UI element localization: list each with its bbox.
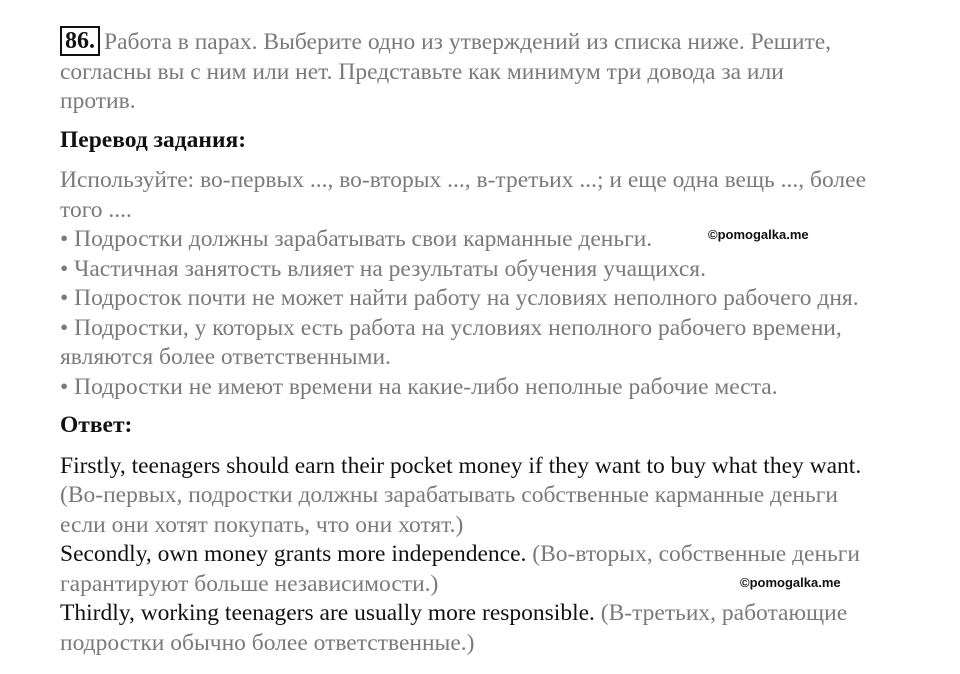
answer-russian-line: подростки обычно более ответственные.) — [60, 629, 475, 656]
translation-line: Используйте: во-первых ..., во-вторых ..., в-третьих ...; и еще одна вещь ..., более — [60, 167, 867, 193]
watermark-text: ©pomogalka.me — [708, 227, 809, 242]
translation-heading: Перевод задания: — [60, 126, 247, 153]
task-text-line: Работа в парах. Выберите одно из утверждений из списка ниже. Решите, — [104, 29, 832, 55]
answer-english-text: Thirdly, working teenagers are usually more responsible. — [60, 600, 595, 626]
translation-block — [60, 166, 950, 402]
document-page — [60, 26, 950, 658]
translation-bullet: • Подростки должны зарабатывать свои карманные деньги. — [60, 226, 653, 252]
answer-block — [60, 452, 950, 659]
task-block — [60, 26, 950, 117]
answer-line-3 — [60, 599, 950, 629]
answer-russian-line: (Во-первых, подростки должны зарабатывать собственные карманные деньги — [60, 482, 838, 508]
answer-russian-text: (В-третьих, работающие — [594, 600, 848, 626]
answer-heading: Ответ: — [60, 412, 133, 438]
task-line-1 — [60, 26, 950, 58]
watermark-text: ©pomogalka.me — [740, 575, 841, 590]
translation-bullet: • Частичная занятость влияет на результаты обучения учащихся. — [60, 255, 706, 282]
answer-russian-line: если они хотят покупать, что они хотят.) — [60, 511, 464, 538]
task-text-line: против. — [60, 88, 136, 114]
answer-english-line: Firstly, teenagers should earn their pocket money if they want to buy what they want. — [60, 452, 862, 479]
task-number: 86. — [60, 26, 100, 56]
answer-russian-line: гарантируют больше независимости.) — [60, 570, 439, 597]
answer-line-2 — [60, 540, 950, 570]
translation-line: являются более ответственными. — [60, 344, 391, 370]
answer-english-text: Secondly, own money grants more independence. — [60, 541, 527, 567]
translation-bullet: • Подростки, у которых есть работа на условиях неполного рабочего времени, — [60, 314, 842, 341]
task-text-line: согласны вы с ним или нет. Представьте как минимум три довода за или — [60, 58, 784, 85]
translation-bullet: • Подростки не имеют времени на какие-либо неполные рабочие места. — [60, 373, 778, 400]
translation-bullet: • Подросток почти не может найти работу на условиях неполного рабочего дня. — [60, 285, 859, 311]
answer-russian-text: (Во-вторых, собственные деньги — [526, 541, 860, 567]
translation-line: того .... — [60, 196, 132, 223]
